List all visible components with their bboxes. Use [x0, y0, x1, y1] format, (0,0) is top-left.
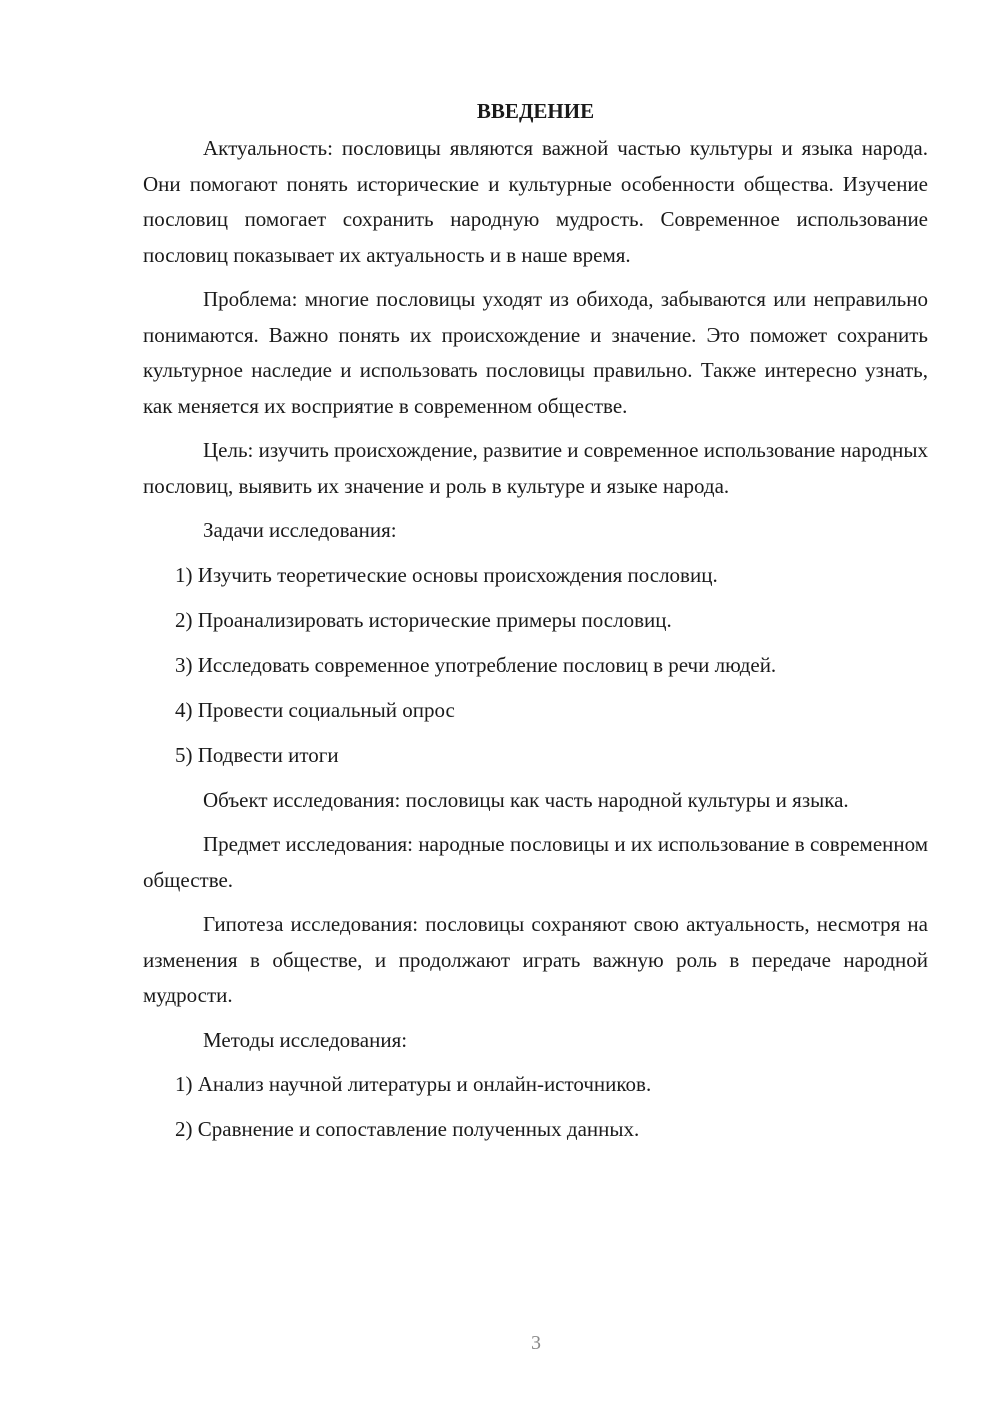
task-item: 5) Подвести итоги [175, 742, 339, 767]
hypothesis-paragraph: Гипотеза исследования: пословицы сохраняют свою актуальность, несмотря на изменения в обществе, и продолжают играть важную роль в передаче народной мудрости. [143, 912, 928, 1007]
tasks-label: Задачи исследования: [203, 518, 397, 542]
methods-label: Методы исследования: [203, 1027, 408, 1052]
task-item: 3) Исследовать современное употребление пословиц в речи людей. [175, 652, 777, 677]
problem-paragraph: Проблема: многие пословицы уходят из обихода, забываются или неправильно понимаются. Важно понять их происхождение и значение. Это поможет сохранить культурное наследие и использовать пословицы правильно. Также интересно узнать, как меняется их восприятие в современном обществе. [143, 287, 928, 418]
document-page [143, 94, 928, 1157]
relevance-paragraph: Актуальность: пословицы являются важной частью культуры и языка народа. Они помогают понять исторические и культурные особенности общества. Изучение пословиц помогает сохранить народную мудрость. Современное использование пословиц показывает их актуальность и в наше время. [143, 136, 928, 267]
task-item: 1) Изучить теоретические основы происхождения пословиц. [175, 562, 718, 587]
subject-paragraph: Предмет исследования: народные пословицы и их использование в современном обществе. [143, 832, 928, 892]
method-item: 1) Анализ научной литературы и онлайн-источников. [175, 1072, 652, 1096]
tasks-list [143, 558, 928, 774]
task-item: 4) Провести социальный опрос [175, 697, 455, 722]
goal-paragraph: Цель: изучить происхождение, развитие и современное использование народных пословиц, выявить их значение и роль в культуре и языке народа. [143, 438, 928, 498]
method-item: 2) Сравнение и сопоставление полученных данных. [175, 1117, 640, 1141]
object-paragraph: Объект исследования: пословицы как часть народной культуры и языка. [203, 787, 849, 812]
page-number: 3 [531, 1332, 541, 1354]
methods-list [143, 1067, 928, 1148]
section-title: ВВЕДЕНИЕ [476, 99, 595, 123]
task-item: 2) Проанализировать исторические примеры пословиц. [175, 607, 672, 632]
